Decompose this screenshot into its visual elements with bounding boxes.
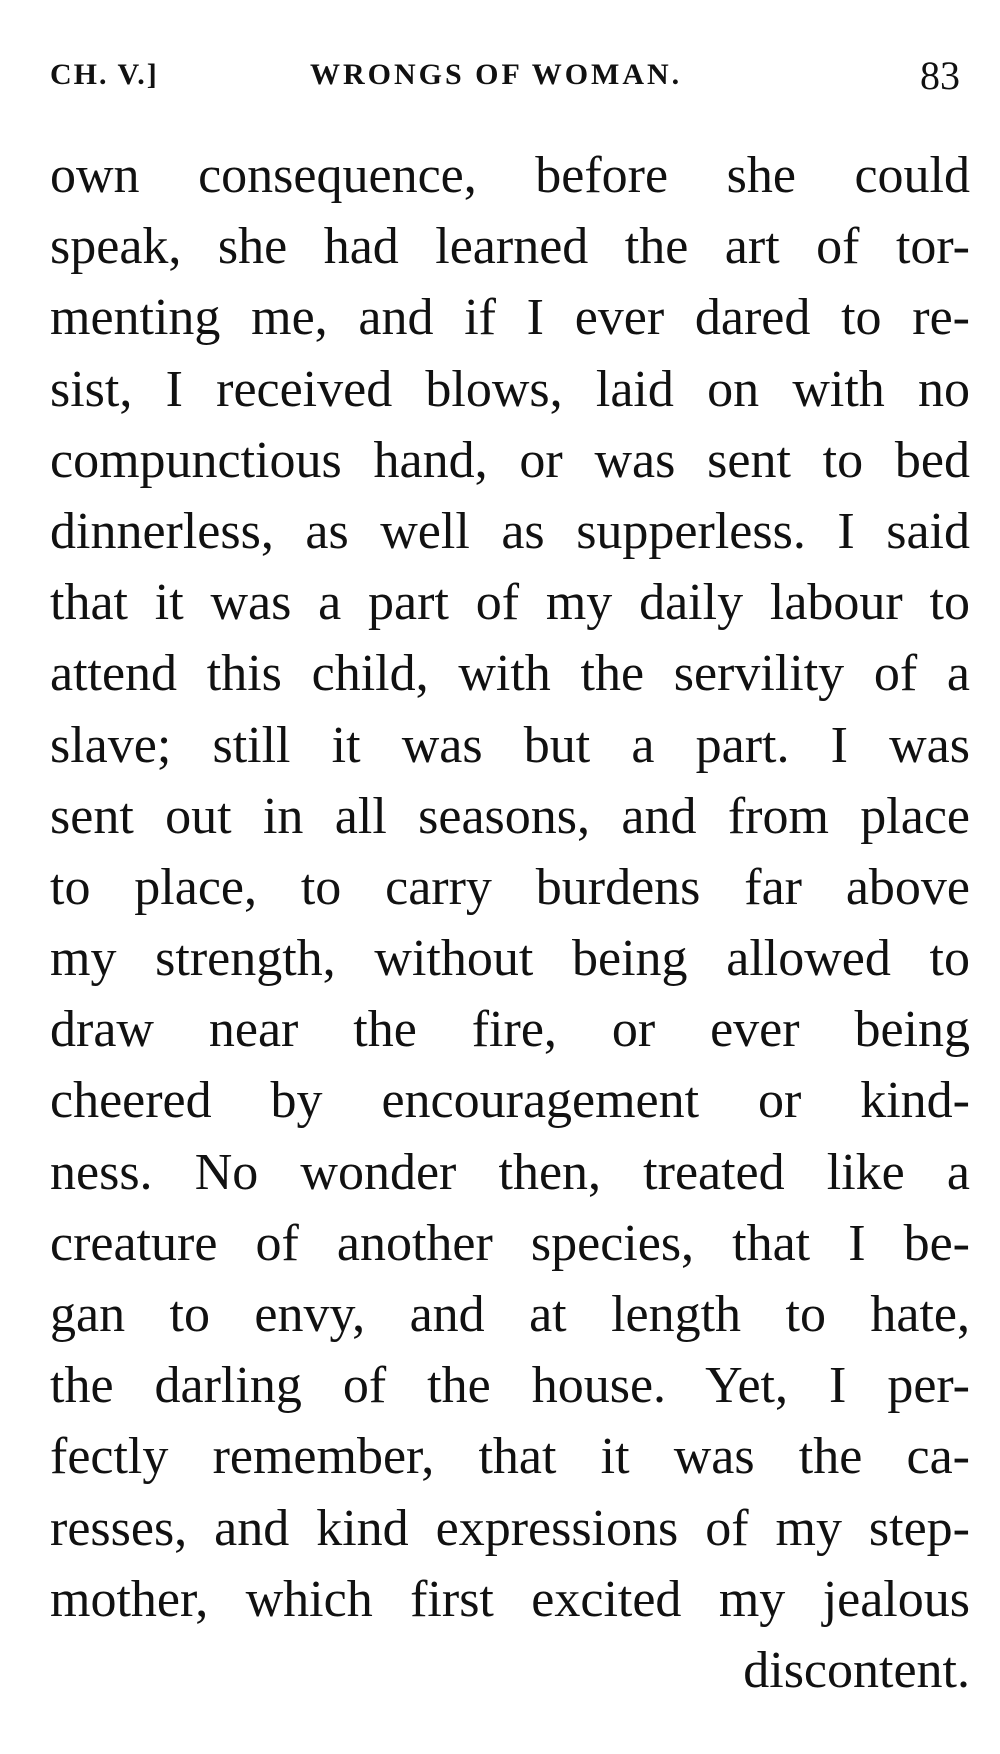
page-number: 83 <box>920 53 960 98</box>
text-line: attend this child, with the servility of a <box>50 645 970 703</box>
text-line: compunctious hand, or was sent to bed <box>50 431 970 489</box>
running-title: WRONGS OF WOMAN. <box>310 58 683 91</box>
text-line: the darling of the house. Yet, I per- <box>50 1357 970 1415</box>
text-line: sent out in all seasons, and from place <box>50 787 970 845</box>
text-line: my strength, without being allowed to <box>50 930 970 988</box>
running-head <box>50 52 960 112</box>
text-line: dinnerless, as well as supperless. I said <box>50 502 970 560</box>
text-line: resses, and kind expressions of my step- <box>50 1499 970 1557</box>
text-line: draw near the fire, or ever being <box>50 1001 970 1059</box>
text-line: own consequence, before she could <box>50 147 970 204</box>
text-line: menting me, and if I ever dared to re- <box>50 289 970 347</box>
text-line: that it was a part of my daily labour to <box>50 574 970 632</box>
text-line: fectly remember, that it was the ca- <box>50 1428 970 1486</box>
text-line: sist, I received blows, laid on with no <box>50 360 970 418</box>
chapter-marker: CH. V.] <box>50 58 159 91</box>
text-line: speak, she had learned the art of tor- <box>50 218 970 276</box>
text-line: cheered by encouragement or kind- <box>50 1072 970 1130</box>
text-line: creature of another species, that I be- <box>50 1214 970 1272</box>
text-line: ness. No wonder then, treated like a <box>50 1143 970 1201</box>
text-line: mother, which first excited my jealous <box>50 1570 970 1628</box>
body-text <box>50 140 970 1706</box>
text-line: to place, to carry burdens far above <box>50 858 970 916</box>
text-line: gan to envy, and at length to hate, <box>50 1286 970 1343</box>
catchword-line: discontent. <box>743 1641 970 1699</box>
text-line: slave; still it was but a part. I was <box>50 716 970 774</box>
